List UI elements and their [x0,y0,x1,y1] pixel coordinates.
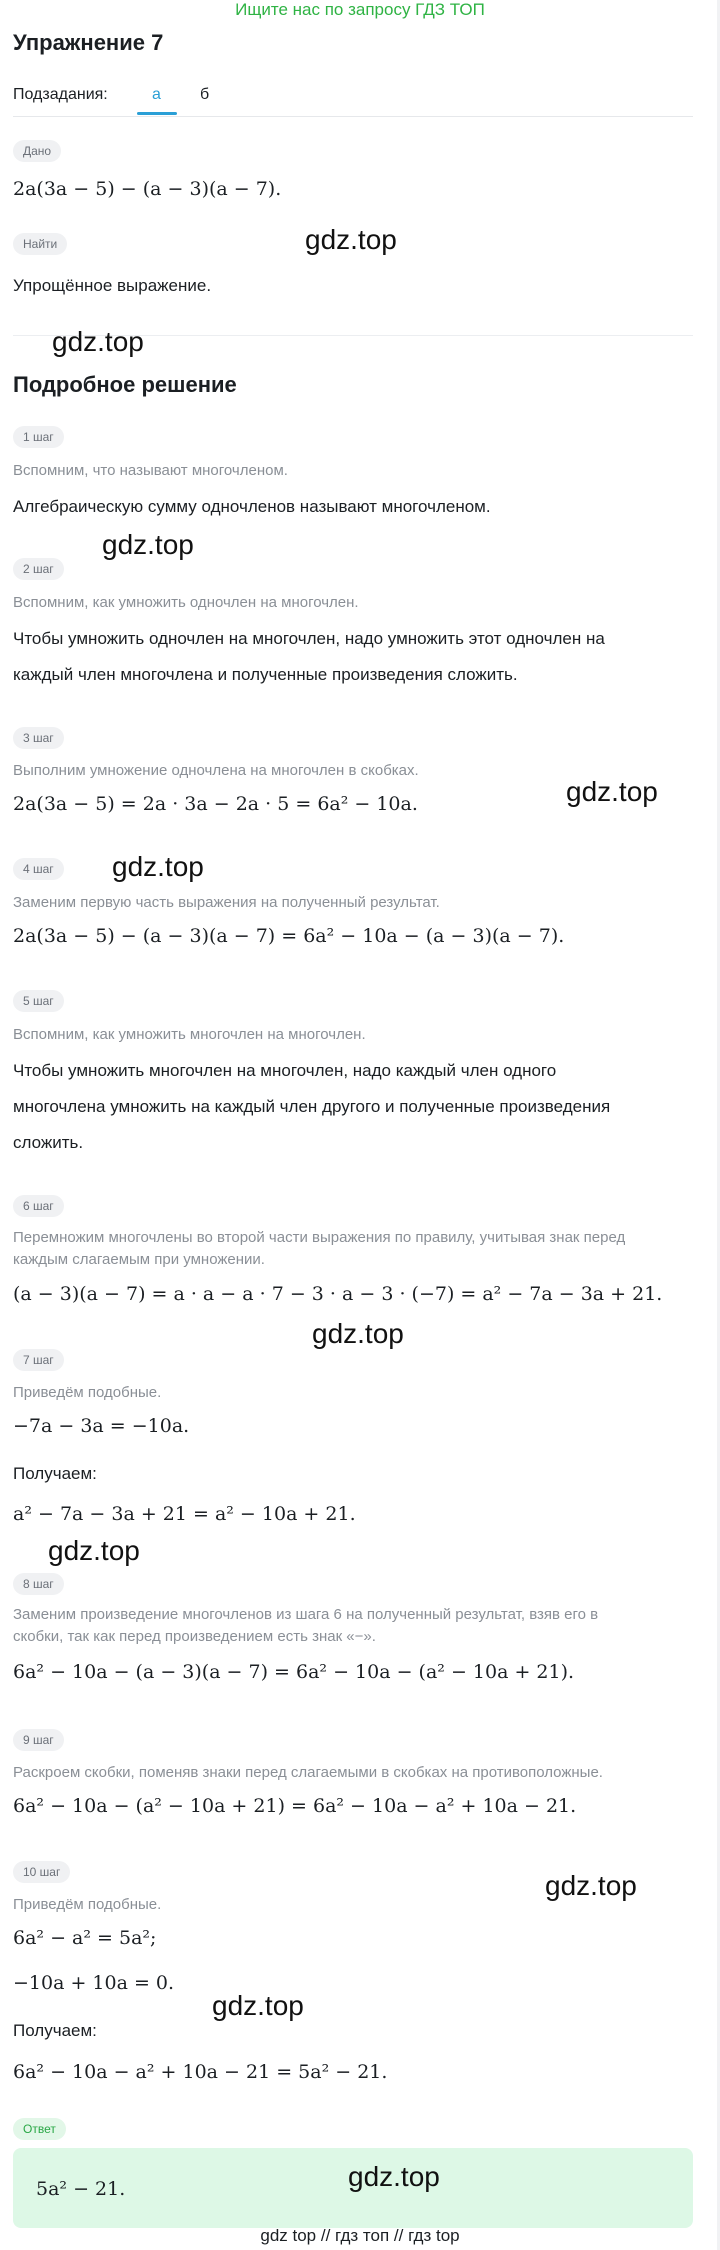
footer-link-gdz-top[interactable]: gdz top [260,2226,317,2245]
watermark: gdz.top [52,326,144,357]
step-10-result-label: Получаем: [13,2021,97,2040]
step-9-chip-wrap [13,1729,64,1751]
step-1-chip-wrap [13,426,64,448]
step-7-chip-wrap [13,1349,64,1371]
step-8-hint-1: Заменим произведение многочленов из шага 6 на полученный результат, взяв его в [13,1606,599,1623]
footer-separator: // [320,2226,331,2245]
step-5-hint: Вспомним, как умножить многочлен на многочлен. [13,1026,366,1043]
step-2-chip-wrap [13,558,64,580]
step-5-text-2: многочлена умножить на каждый член другого и полученные произведения [13,1097,611,1116]
step-chip: 6 шаг [13,1195,64,1217]
watermark: gdz.top [102,529,194,560]
step-chip: 2 шаг [13,558,64,580]
step-5-text-3: сложить. [13,1133,84,1152]
step-10-result-math: 6a² − 10a − a² + 10a − 21 = 5a² − 21. [13,2061,388,2083]
answer-chip: Ответ [13,2118,66,2140]
given-chip: Дано [13,140,61,162]
footer-link-gdz-top-ru[interactable]: гдз топ [335,2226,390,2245]
step-9-math: 6a² − 10a − (a² − 10a + 21) = 6a² − 10a − a² + 10a − 21. [13,1795,577,1817]
given-expression: 2a(3a − 5) − (a − 3)(a − 7). [13,178,282,200]
step-chip: 9 шаг [13,1729,64,1751]
step-1-hint: Вспомним, что называют многочленом. [13,462,288,479]
find-text: Упрощённое выражение. [13,276,212,295]
solution-title: Подробное решение [13,372,237,397]
watermark: gdz.top [312,1318,404,1349]
tabs-divider [13,116,693,117]
step-3-chip-wrap [13,727,64,749]
active-tab-indicator [137,112,177,115]
step-7-hint: Приведём подобные. [13,1384,162,1401]
step-8-math: 6a² − 10a − (a − 3)(a − 7) = 6a² − 10a − (a² − 10a + 21). [13,1661,575,1683]
step-7-math: −7a − 3a = −10a. [13,1415,190,1437]
step-chip: 1 шаг [13,426,64,448]
step-10-math-2: −10a + 10a = 0. [13,1972,175,1994]
step-4-hint: Заменим первую часть выражения на полученный результат. [13,894,440,911]
step-chip: 8 шаг [13,1573,64,1595]
tab-a[interactable]: а [152,86,161,103]
find-chip-wrap [13,233,67,255]
step-2-hint: Вспомним, как умножить одночлен на многочлен. [13,594,359,611]
step-10-hint: Приведём подобные. [13,1896,162,1913]
step-6-hint-1: Перемножим многочлены во второй части выражения по правилу, учитывая знак перед [13,1229,626,1246]
watermark: gdz.top [48,1535,140,1566]
watermark: gdz.top [545,1870,637,1901]
page-title: Упражнение 7 [13,30,164,55]
step-chip: 4 шаг [13,858,64,880]
footer-link-gdz-top-mixed[interactable]: гдз top [408,2226,460,2245]
step-6-hint-2: каждым слагаемым при умножении. [13,1251,265,1268]
step-chip: 7 шаг [13,1349,64,1371]
step-7-result-math: a² − 7a − 3a + 21 = a² − 10a + 21. [13,1503,356,1525]
step-4-chip-wrap [13,858,64,880]
step-4-math: 2a(3a − 5) − (a − 3)(a − 7) = 6a² − 10a − (a − 3)(a − 7). [13,925,565,947]
step-2-text-2: каждый член многочлена и полученные произведения сложить. [13,665,518,684]
step-5-text-1: Чтобы умножить многочлен на многочлен, надо каждый член одного [13,1061,557,1080]
step-2-text-1: Чтобы умножить одночлен на многочлен, надо умножить этот одночлен на [13,629,605,648]
step-10-chip-wrap [13,1861,70,1883]
step-1-text: Алгебраическую сумму одночленов называют многочленом. [13,497,491,516]
footer-links [0,2226,720,2246]
watermark: gdz.top [212,1990,304,2021]
step-10-math-1: 6a² − a² = 5a²; [13,1927,157,1949]
step-3-hint: Выполним умножение одночлена на многочлен в скобках. [13,762,419,779]
step-5-chip-wrap [13,990,64,1012]
watermark: gdz.top [348,2161,440,2192]
tab-b[interactable]: б [200,86,210,103]
step-7-result-label: Получаем: [13,1464,97,1483]
step-6-math: (a − 3)(a − 7) = a · a − a · 7 − 3 · a − 3 · (−7) = a² − 7a − 3a + 21. [13,1283,663,1305]
watermark: gdz.top [112,851,204,882]
find-chip: Найти [13,233,67,255]
watermark: gdz.top [566,776,658,807]
step-8-chip-wrap [13,1573,64,1595]
step-chip: 5 шаг [13,990,64,1012]
watermark: gdz.top [305,224,397,255]
subtasks-label: Подзадания: [13,86,108,103]
search-banner[interactable]: Ищите нас по запросу ГДЗ ТОП [235,0,485,19]
footer-separator: // [393,2226,404,2245]
step-6-chip-wrap [13,1195,64,1217]
step-chip: 3 шаг [13,727,64,749]
given-chip-wrap [13,140,61,162]
answer-math: 5a² − 21. [36,2178,126,2200]
step-3-math: 2a(3a − 5) = 2a · 3a − 2a · 5 = 6a² − 10a. [13,793,418,815]
step-8-hint-2: скобки, так как перед произведением есть знак «−». [13,1628,376,1645]
step-9-hint: Раскроем скобки, поменяв знаки перед слагаемыми в скобках на противоположные. [13,1764,603,1781]
answer-chip-wrap [13,2118,66,2140]
step-chip: 10 шаг [13,1861,70,1883]
